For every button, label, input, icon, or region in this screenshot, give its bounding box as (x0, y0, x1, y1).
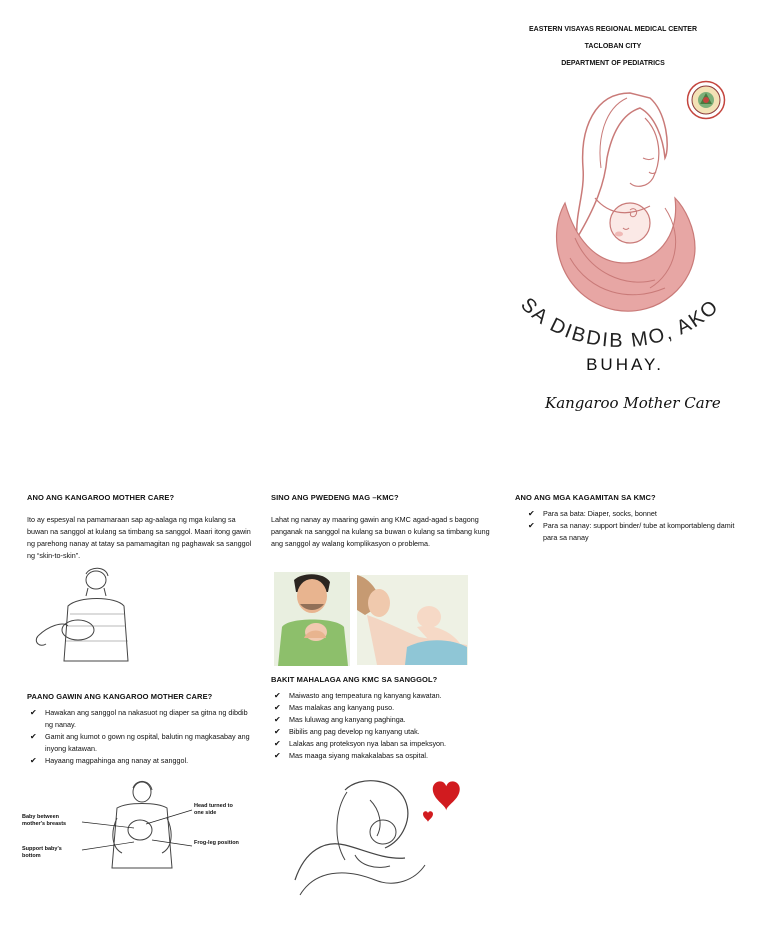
label-support-bottom: Support baby's bottom (22, 846, 62, 859)
check-icon: ✔ (30, 756, 37, 765)
check-icon: ✔ (30, 708, 37, 717)
paragraph-what-is-kmc: Ito ay espesyal na pamamaraan sap ag-aalaga ng mga kulang sa buwan na sanggol at kulang sa timbang sa sanggol. Maari itong gawin ng parehong nanay at tatay sa pamamagitan ng paghawak sa sanggol ng “skin-to-skin”. (27, 515, 252, 560)
check-icon: ✔ (274, 739, 281, 748)
check-icon: ✔ (30, 732, 37, 741)
check-icon: ✔ (274, 703, 281, 712)
kmc-position-diagram (22, 778, 257, 874)
col2-section-who (271, 493, 499, 550)
slogan-arc-text: SA DIBDIB MO, AKO (516, 293, 724, 353)
label-frog-leg: Frog-leg position (194, 840, 239, 846)
svg-text:SA DIBDIB MO, AKO AY (505, 290, 728, 352)
supplies-list (515, 508, 740, 544)
col3-section-supplies (515, 493, 740, 544)
check-icon: ✔ (274, 751, 281, 760)
label-head-turned: Head turned to one side (194, 803, 233, 816)
paragraph-who-can-kmc: Lahat ng nanay ay maaring gawin ang KMC agad-agad s bagong panganak na sanggol na kulang sa buwan o kulang sa timbang kung ang sanggol ay walang komplikasyon o problema. (271, 515, 490, 548)
list-item: ✔ Mas maaga siyang makakalabas sa ospital. (274, 751, 429, 760)
list-item: ✔ Hayaang magpahinga ang nanay at sanggol. (30, 756, 189, 765)
slogan-line2: BUHAY. (586, 355, 664, 374)
list-item: ✔ Para sa nanay: support binder/ tube at komportableng damit para sa nanay (528, 521, 735, 542)
check-icon: ✔ (274, 691, 281, 700)
heading-how-to-kmc: PAANO GAWIN ANG KANGAROO MOTHER CARE? (27, 692, 213, 701)
list-item: ✔ Gamit ang kumot o gown ng ospital, balutin ng magkasabay ang inyong katawan. (30, 732, 250, 753)
list-item: ✔ Para sa bata: Diaper, socks, bonnet (528, 509, 657, 518)
list-item: ✔ Mas malakas ang kanyang puso. (274, 703, 395, 712)
org-name: EASTERN VISAYAS REGIONAL MEDICAL CENTER (528, 26, 698, 33)
mother-wrapping-illustration (28, 566, 148, 666)
why-reasons-list (271, 690, 499, 762)
col1-section-how (27, 692, 252, 767)
heading-why-kmc: BAKIT MAHALAGA ANG KMC SA SANGGOL? (271, 675, 438, 684)
check-icon: ✔ (274, 727, 281, 736)
check-icon: ✔ (274, 715, 281, 724)
heading-who-can-kmc: SINO ANG PWEDENG MAG –KMC? (271, 493, 399, 502)
how-steps-list (27, 707, 252, 767)
mother-hearts-sketch (285, 770, 480, 900)
col2-section-why (271, 675, 499, 762)
col1-section-what (27, 493, 252, 562)
brochure-title: Kangaroo Mother Care (545, 394, 721, 412)
list-item: ✔ Mas luluwag ang kanyang paghinga. (274, 715, 406, 724)
check-icon: ✔ (528, 509, 535, 518)
label-baby-between: Baby between mother's breasts (22, 814, 67, 827)
list-item: ✔ Maiwasto ang tempeatura ng kanyang kawatan. (274, 691, 442, 700)
list-item: ✔ Hawakan ang sanggol na nakasuot ng diaper sa gitna ng dibdib ng nanay. (30, 708, 248, 729)
check-icon: ✔ (528, 521, 535, 530)
heading-what-is-kmc: ANO ANG KANGAROO MOTHER CARE? (27, 493, 175, 502)
mother-kmc-photo (357, 575, 468, 665)
mother-baby-illustration (535, 88, 700, 318)
org-city: TACLOBAN CITY (584, 43, 642, 50)
father-kmc-photo (274, 572, 350, 666)
list-item: ✔ Bibilis ang pag develop ng kanyang utak. (274, 727, 420, 736)
heading-supplies: ANO ANG MGA KAGAMITAN SA KMC? (515, 493, 656, 502)
org-department: DEPARTMENT OF PEDIATRICS (561, 60, 665, 67)
list-item: ✔ Lalakas ang proteksyon nya laban sa impeksyon. (274, 739, 447, 748)
